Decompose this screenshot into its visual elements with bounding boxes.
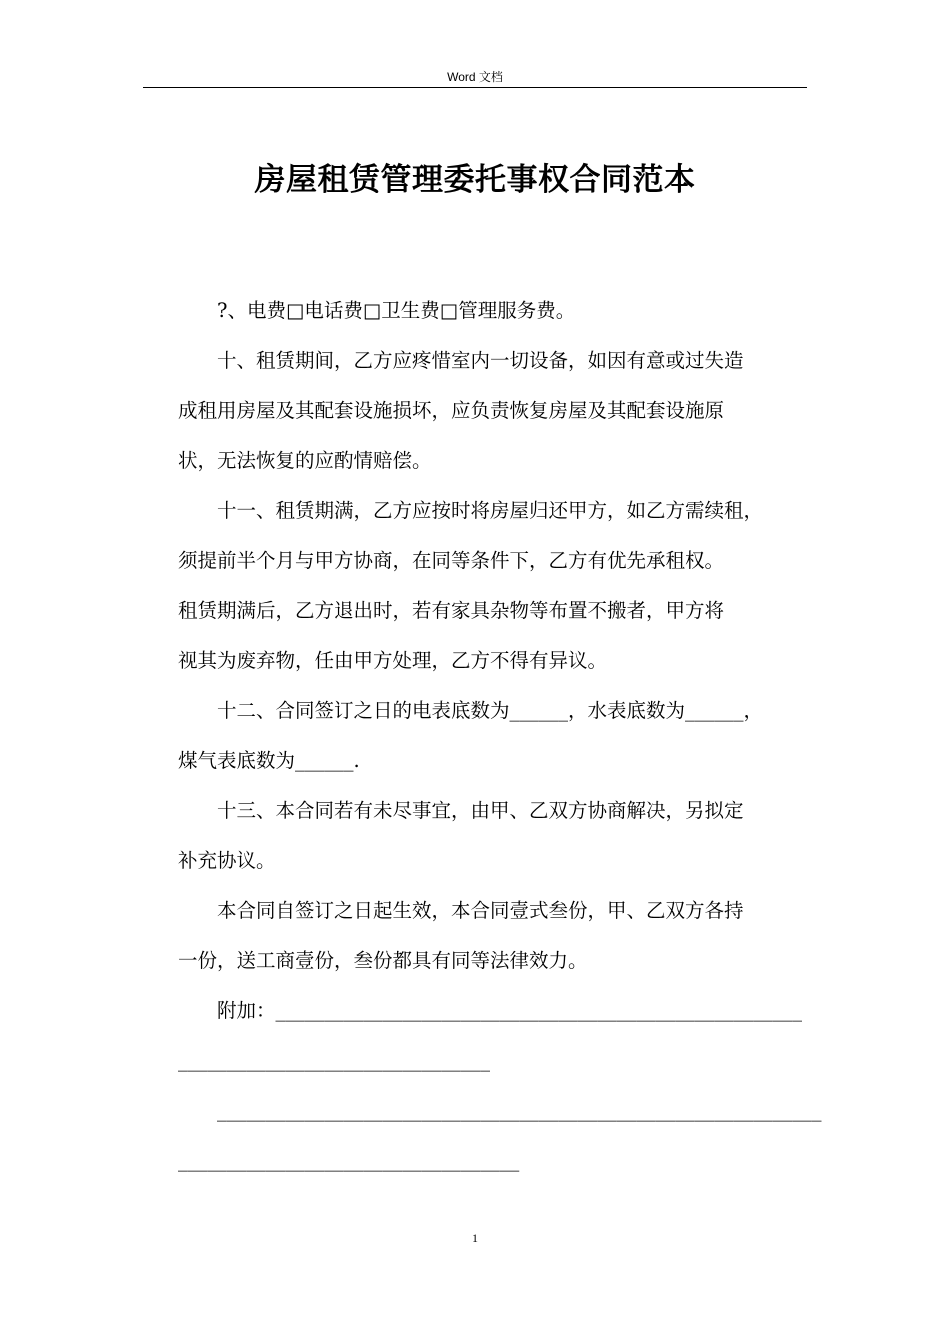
body-line: 本合同自签订之日起生效，本合同壹式叁份，甲、乙双方各持 bbox=[217, 899, 744, 922]
header-rule bbox=[143, 87, 807, 88]
document-title: 房屋租赁管理委托事权合同范本 bbox=[254, 162, 696, 198]
appendix-line: ________________________________ bbox=[178, 1049, 490, 1072]
appendix-line: ___________________________________ bbox=[178, 1149, 520, 1172]
appendix-line: ______________________________________________________________ bbox=[217, 1099, 822, 1122]
body-line: 状，无法恢复的应酌情赔偿。 bbox=[178, 449, 432, 472]
body-line: 须提前半个月与甲方协商，在同等条件下，乙方有优先承租权。 bbox=[178, 549, 725, 572]
body-line: 补充协议。 bbox=[178, 849, 276, 872]
body-line: 成租用房屋及其配套设施损坏，应负责恢复房屋及其配套设施原 bbox=[178, 399, 725, 422]
body-line: ?、电费□电话费□卫生费□管理服务费。 bbox=[217, 299, 576, 322]
page-header: Word 文档 bbox=[447, 70, 503, 84]
page-number: 1 bbox=[472, 1231, 478, 1245]
body-line: 十二、合同签订之日的电表底数为______，水表底数为______， bbox=[217, 699, 764, 722]
body-line: 煤气表底数为______. bbox=[178, 749, 360, 772]
appendix-line: 附加：______________________________________________________ bbox=[217, 999, 803, 1022]
body-line: 十、租赁期间，乙方应疼惜室内一切设备，如因有意或过失造 bbox=[217, 349, 744, 372]
body-line: 视其为废弃物，任由甲方处理，乙方不得有异议。 bbox=[178, 649, 608, 672]
document-body bbox=[178, 286, 822, 1186]
body-line: 十一、租赁期满，乙方应按时将房屋归还甲方，如乙方需续租， bbox=[217, 499, 764, 522]
body-line: 租赁期满后，乙方退出时，若有家具杂物等布置不搬者，甲方将 bbox=[178, 599, 725, 622]
body-line: 十三、本合同若有未尽事宜，由甲、乙双方协商解决，另拟定 bbox=[217, 799, 744, 822]
body-line: 一份，送工商壹份，叁份都具有同等法律效力。 bbox=[178, 949, 588, 972]
